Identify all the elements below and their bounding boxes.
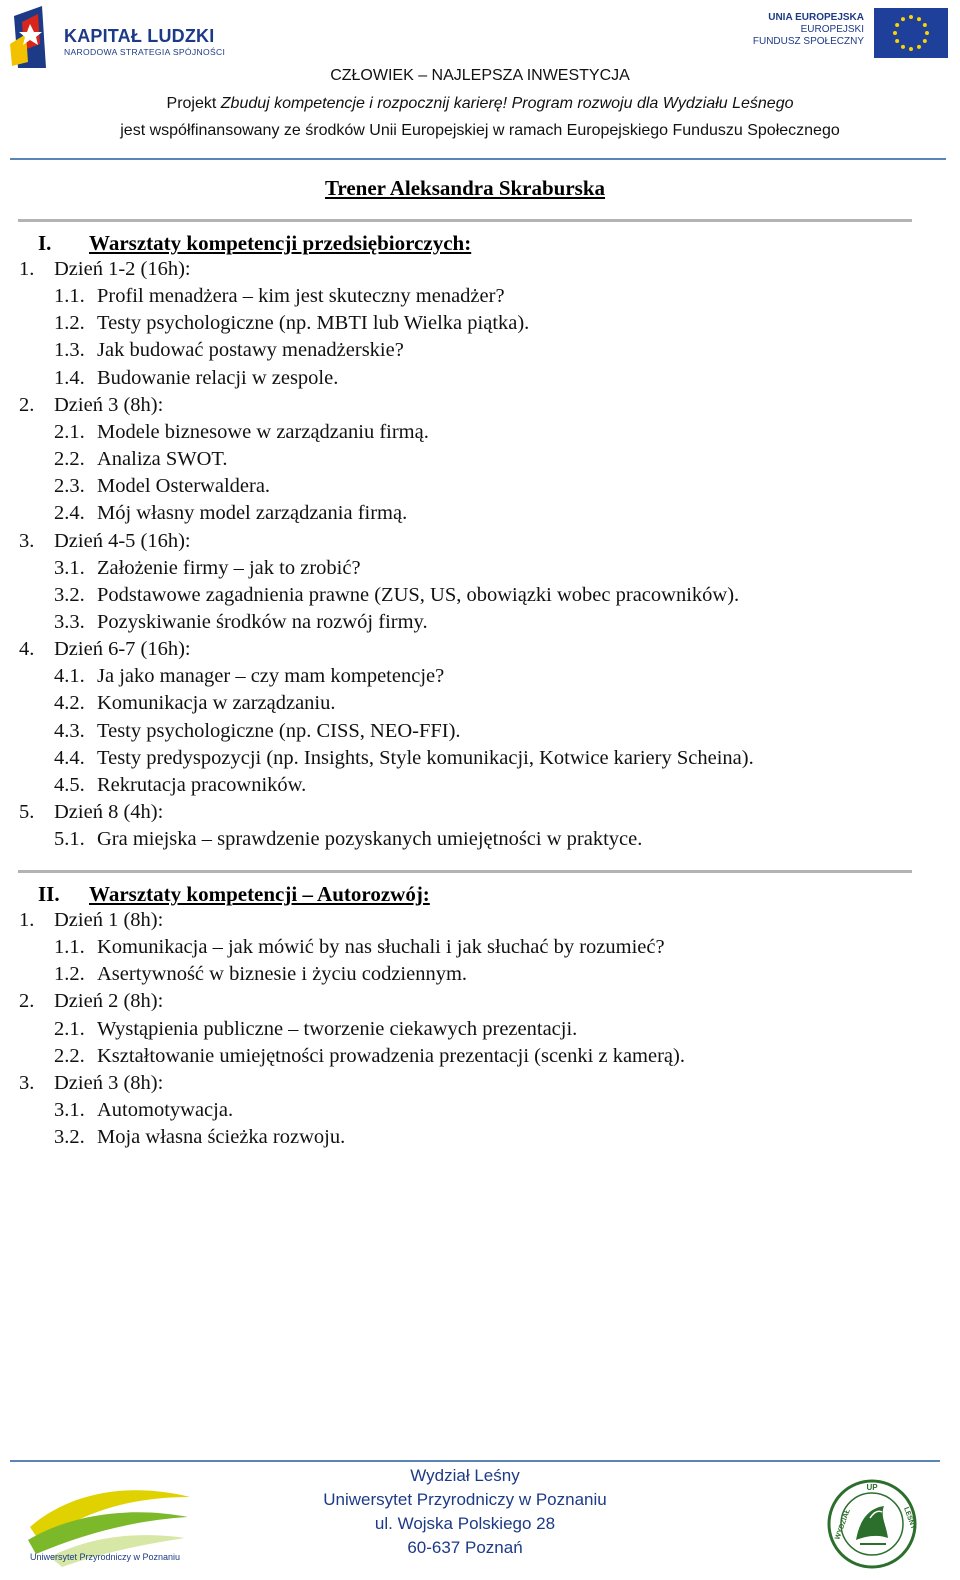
project-prefix: Projekt [166,95,221,112]
eu-star-icon [909,47,913,51]
eu-star-icon [901,45,905,49]
item-text: Budowanie relacji w zespole. [97,366,339,389]
eu-star-icon [925,31,929,35]
item-text: Testy psychologiczne (np. CISS, NEO-FFI). [97,719,461,742]
item-number: 4. [19,638,35,661]
trainer-name: Trener Aleksandra Skraburska [324,176,606,200]
item-number: 2.1. [54,420,85,443]
eu-star-icon [901,17,905,21]
item-number: 2.2. [54,1044,85,1067]
item-text: Pozyskiwanie środków na rozwój firmy. [97,610,428,633]
faculty-seal-icon [826,1478,918,1570]
item-text: Dzień 2 (8h): [54,990,164,1013]
section-divider-1 [18,219,912,222]
item-number: 1. [19,258,35,280]
kapital-ludzki-subtitle: NARODOWA STRATEGIA SPÓJNOŚCI [64,47,226,57]
item-number: 1.2. [54,312,85,335]
item-number: 1.1. [54,285,85,308]
section-number: II. [38,882,60,906]
eu-line-3: FUNDUSZ SPOŁECZNY [752,36,864,47]
item-number: 3. [19,1071,35,1094]
item-text: Dzień 8 (4h): [54,801,164,823]
item-text: Komunikacja – jak mówić by nas słuchali i jak słuchać by rozumieć? [97,936,665,959]
header-cofinanced: jest współfinansowany ze środków Unii Europejskiej w ramach Europejskiego Funduszu Społecznego [120,122,840,139]
item-number: 1.4. [54,366,85,389]
eu-star-icon [923,23,927,27]
item-text: Wystąpienia publiczne – tworzenie ciekawych prezentacji. [97,1017,578,1040]
eu-star-icon [895,23,899,27]
header-project [0,95,960,113]
item-number: 1.3. [54,339,85,362]
item-text: Automotywacja. [97,1099,234,1122]
eu-line-2: EUROPEJSKI [800,24,864,35]
item-number: 2. [19,990,35,1013]
section-number: I. [38,231,52,255]
eu-line-1: UNIA EUROPEJSKA [768,12,864,23]
item-number: 3.1. [54,1099,85,1122]
eu-star-icon [923,39,927,43]
section-divider-2 [18,870,912,873]
eu-star-icon [893,31,897,35]
item-text: Podstawowe zagadnienia prawne (ZUS, US, obowiązki wobec pracowników). [97,583,740,606]
item-number: 4.5. [54,773,85,796]
item-number: 2.1. [54,1017,85,1040]
eu-flag-icon [874,8,948,58]
item-number: 3.2. [54,1126,85,1149]
section-title: Warsztaty kompetencji przedsiębiorczych: [89,231,472,255]
item-number: 4.2. [54,692,85,715]
eu-star-icon [895,39,899,43]
footer-divider [10,1460,940,1462]
header-divider [10,158,946,160]
kapital-ludzki-title: KAPITAŁ LUDZKI [64,26,215,46]
item-text: Analiza SWOT. [97,448,228,471]
item-text: Mój własny model zarządzania firmą. [97,502,408,525]
footer-line-1: Wydział Leśny [410,1466,520,1485]
item-text: Asertywność w biznesie i życiu codziennym. [97,963,468,986]
item-number: 3.1. [54,556,85,579]
item-text: Profil menadżera – kim jest skuteczny menadżer? [97,285,505,308]
item-number: 3.3. [54,610,85,633]
header-motto: CZŁOWIEK – NAJLEPSZA INWESTYCJA [330,67,630,84]
item-number: 2.4. [54,502,85,525]
item-number: 4.4. [54,746,85,769]
item-number: 1.2. [54,963,85,986]
item-text: Model Osterwaldera. [97,475,271,498]
item-text: Dzień 6-7 (16h): [54,638,191,661]
item-text: Rekrutacja pracowników. [97,773,307,796]
item-number: 2.3. [54,475,85,498]
item-text: Dzień 1-2 (16h): [54,258,191,280]
item-number: 3. [19,529,35,552]
item-text: Testy predyspozycji (np. Insights, Style komunikacji, Kotwice kariery Scheina). [97,746,754,769]
item-number: 3.2. [54,583,85,606]
eu-star-icon [917,17,921,21]
footer-line-2: Uniwersytet Przyrodniczy w Poznaniu [323,1490,607,1509]
item-number: 4.1. [54,665,85,688]
eu-star-icon [917,45,921,49]
item-text: Modele biznesowe w zarządzaniu firmą. [97,420,429,443]
item-number: 5. [19,801,35,823]
item-text: Komunikacja w zarządzaniu. [97,692,336,715]
item-text: Dzień 4-5 (16h): [54,529,191,552]
item-number: 2. [19,393,35,416]
university-logo-caption: Uniwersytet Przyrodniczy w Poznaniu [30,1552,181,1562]
footer-line-3: ul. Wojska Polskiego 28 [374,1514,556,1533]
eu-star-icon [909,15,913,19]
item-text: Kształtowanie umiejętności prowadzenia prezentacji (scenki z kamerą). [97,1044,685,1067]
seal-text-top: UP [866,1483,878,1492]
item-text: Dzień 3 (8h): [54,393,164,416]
seal-text-left: WYDZIAŁ [834,1508,852,1541]
item-number: 4.3. [54,719,85,742]
item-text: Gra miejska – sprawdzenie pozyskanych umiejętności w praktyce. [97,828,643,851]
section-title: Warsztaty kompetencji – Autorozwój: [89,882,430,906]
footer-line-4: 60-637 Poznań [407,1538,523,1557]
item-number: 2.2. [54,448,85,471]
item-text: Założenie firmy – jak to zrobić? [97,556,361,579]
item-text: Dzień 3 (8h): [54,1071,164,1094]
item-text: Jak budować postawy menadżerskie? [97,339,404,362]
item-text: Moja własna ścieżka rozwoju. [97,1126,346,1149]
item-text: Dzień 1 (8h): [54,909,164,931]
seal-text-right: LEŚNY [902,1506,917,1531]
project-title: Zbuduj kompetencje i rozpocznij karierę! Program rozwoju dla Wydziału Leśnego [220,95,794,112]
eu-logo-text [753,12,864,48]
item-number: 5.1. [54,828,85,851]
item-number: 1. [19,909,35,931]
item-text: Ja jako manager – czy mam kompetencje? [97,665,445,688]
item-text: Testy psychologiczne (np. MBTI lub Wielka piątka). [97,312,530,335]
item-number: 1.1. [54,936,85,959]
